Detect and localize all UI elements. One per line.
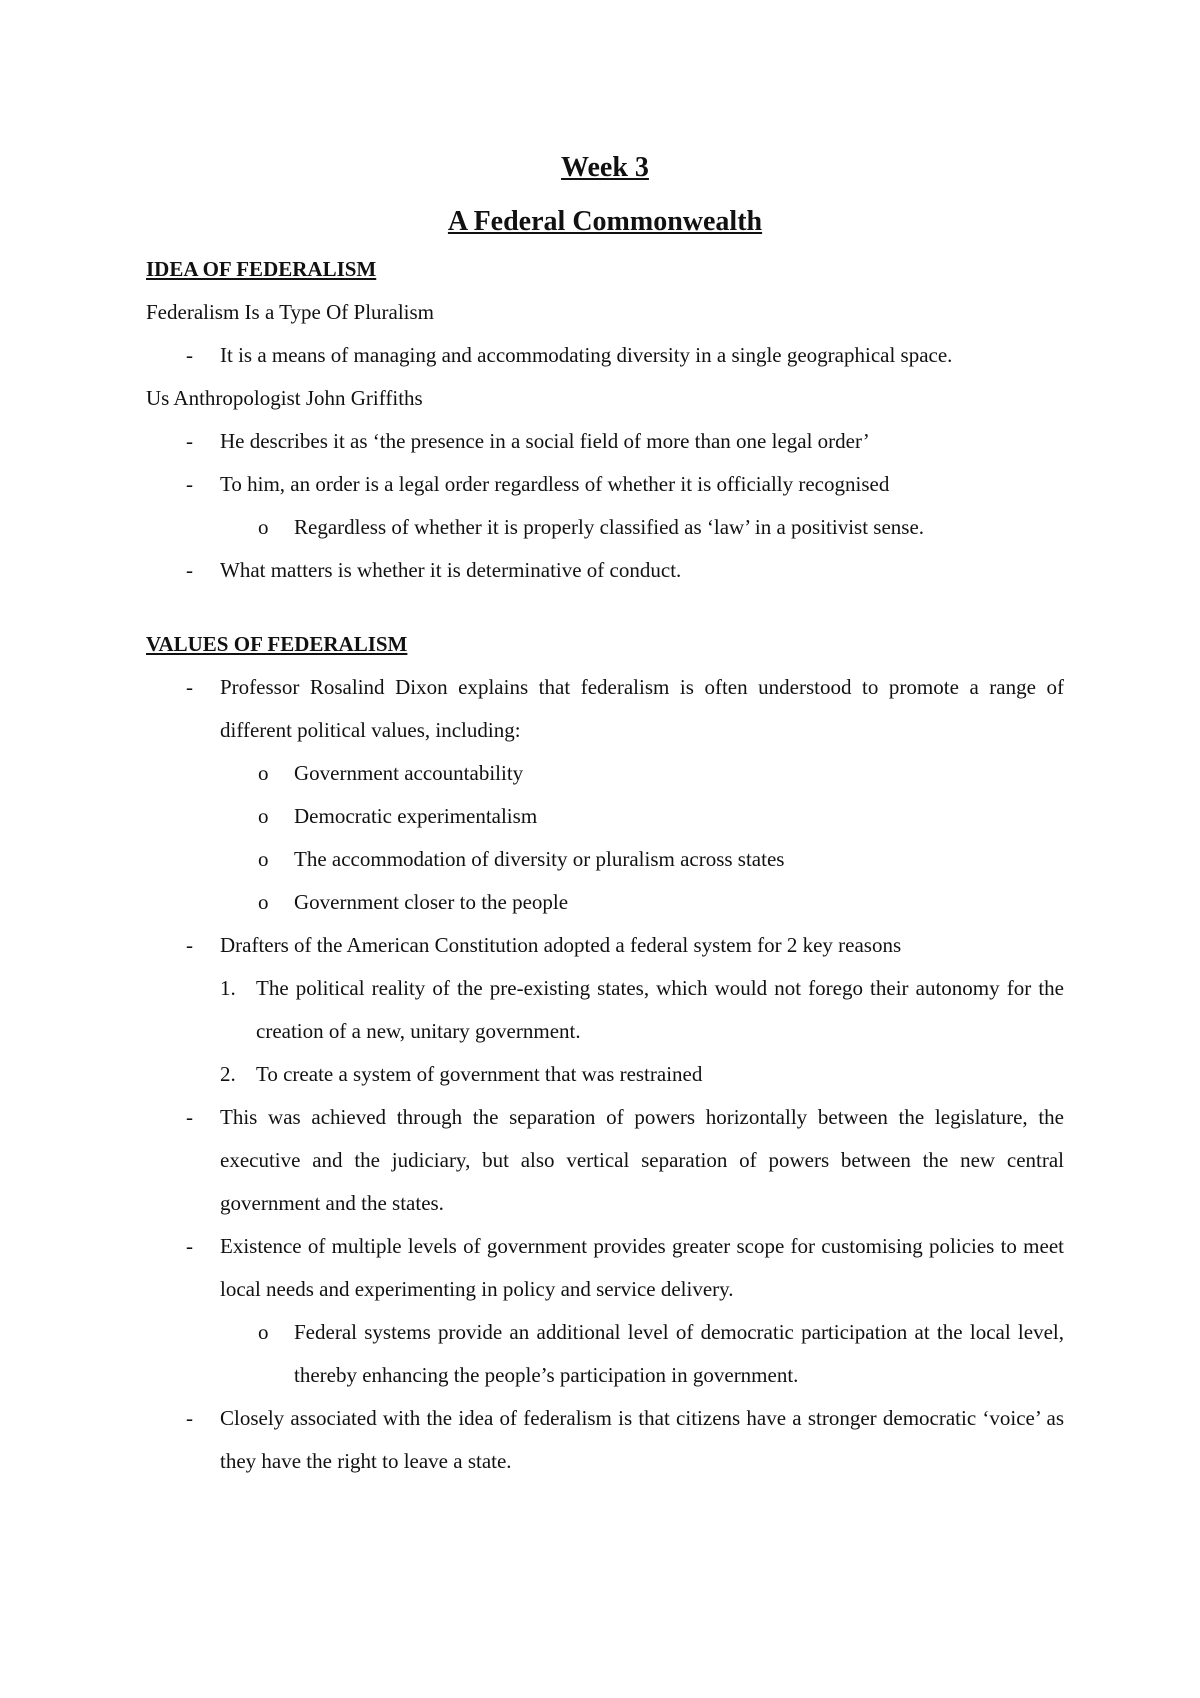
subheading-griffiths: Us Anthropologist John Griffiths <box>146 386 423 410</box>
circle-marker: o <box>258 515 269 539</box>
bullet-item <box>146 463 1064 506</box>
sub-bullet-item <box>146 838 1064 881</box>
circle-marker: o <box>258 1320 269 1344</box>
bullet-text: This was achieved through the separation of powers horizontally between the legislature, the executive and the judiciary, but also vertical separation of powers between the new central government and the states. <box>220 1105 1064 1215</box>
bullet-text: Drafters of the American Constitution adopted a federal system for 2 key reasons <box>220 933 902 957</box>
number-marker: 2. <box>220 1062 236 1086</box>
sub-bullet-item <box>146 752 1064 795</box>
dash-marker: - <box>186 429 193 453</box>
sub-bullet-item <box>146 1311 1064 1397</box>
dash-marker: - <box>186 675 193 699</box>
sub-bullet-text: The accommodation of diversity or pluralism across states <box>294 847 785 871</box>
numbered-text: The political reality of the pre-existing states, which would not forego their autonomy for the creation of a new, unitary government. <box>256 976 1064 1043</box>
bullet-item <box>146 924 1064 967</box>
bullet-text: Closely associated with the idea of federalism is that citizens have a stronger democratic ‘voice’ as they have the right to leave a state. <box>220 1406 1064 1473</box>
dash-marker: - <box>186 1105 193 1129</box>
dash-marker: - <box>186 343 193 367</box>
document-title: A Federal Commonwealth <box>447 206 763 237</box>
sub-bullet-item <box>146 506 1064 549</box>
dash-marker: - <box>186 472 193 496</box>
circle-marker: o <box>258 804 269 828</box>
bullet-item <box>146 1225 1064 1311</box>
circle-marker: o <box>258 761 269 785</box>
week-title: Week 3 <box>561 152 649 183</box>
bullet-text: It is a means of managing and accommodating diversity in a single geographical space. <box>220 343 953 367</box>
number-marker: 1. <box>220 976 236 1000</box>
sub-bullet-item <box>146 795 1064 838</box>
bullet-item <box>146 666 1064 752</box>
numbered-item <box>146 967 1064 1053</box>
bullet-text: To him, an order is a legal order regardless of whether it is officially recognised <box>220 472 890 496</box>
numbered-item <box>146 1053 1064 1096</box>
section-spacer <box>146 592 1064 623</box>
numbered-text: To create a system of government that was restrained <box>256 1062 703 1086</box>
dash-marker: - <box>186 1406 193 1430</box>
document-body <box>146 140 1064 1483</box>
bullet-item <box>146 1096 1064 1225</box>
bullet-text: Existence of multiple levels of government provides greater scope for customising policies to meet local needs and experimenting in policy and service delivery. <box>220 1234 1064 1301</box>
circle-marker: o <box>258 847 269 871</box>
section-heading-values: VALUES OF FEDERALISM <box>146 632 408 656</box>
bullet-text: He describes it as ‘the presence in a social field of more than one legal order’ <box>220 429 870 453</box>
circle-marker: o <box>258 890 269 914</box>
bullet-item <box>146 334 1064 377</box>
bullet-item <box>146 420 1064 463</box>
bullet-text: What matters is whether it is determinative of conduct. <box>220 558 682 582</box>
dash-marker: - <box>186 933 193 957</box>
sub-bullet-text: Regardless of whether it is properly classified as ‘law’ in a positivist sense. <box>294 515 925 539</box>
bullet-item <box>146 1397 1064 1483</box>
bullet-item <box>146 549 1064 592</box>
dash-marker: - <box>186 1234 193 1258</box>
sub-bullet-text: Government accountability <box>294 761 524 785</box>
sub-bullet-text: Federal systems provide an additional level of democratic participation at the local level, thereby enhancing the people’s participation in government. <box>294 1320 1064 1387</box>
subheading-pluralism: Federalism Is a Type Of Pluralism <box>146 300 435 324</box>
sub-bullet-text: Democratic experimentalism <box>294 804 538 828</box>
sub-bullet-item <box>146 881 1064 924</box>
bullet-text: Professor Rosalind Dixon explains that federalism is often understood to promote a range of different political values, including: <box>220 675 1064 742</box>
dash-marker: - <box>186 558 193 582</box>
sub-bullet-text: Government closer to the people <box>294 890 569 914</box>
section-heading-idea: IDEA OF FEDERALISM <box>146 257 377 281</box>
